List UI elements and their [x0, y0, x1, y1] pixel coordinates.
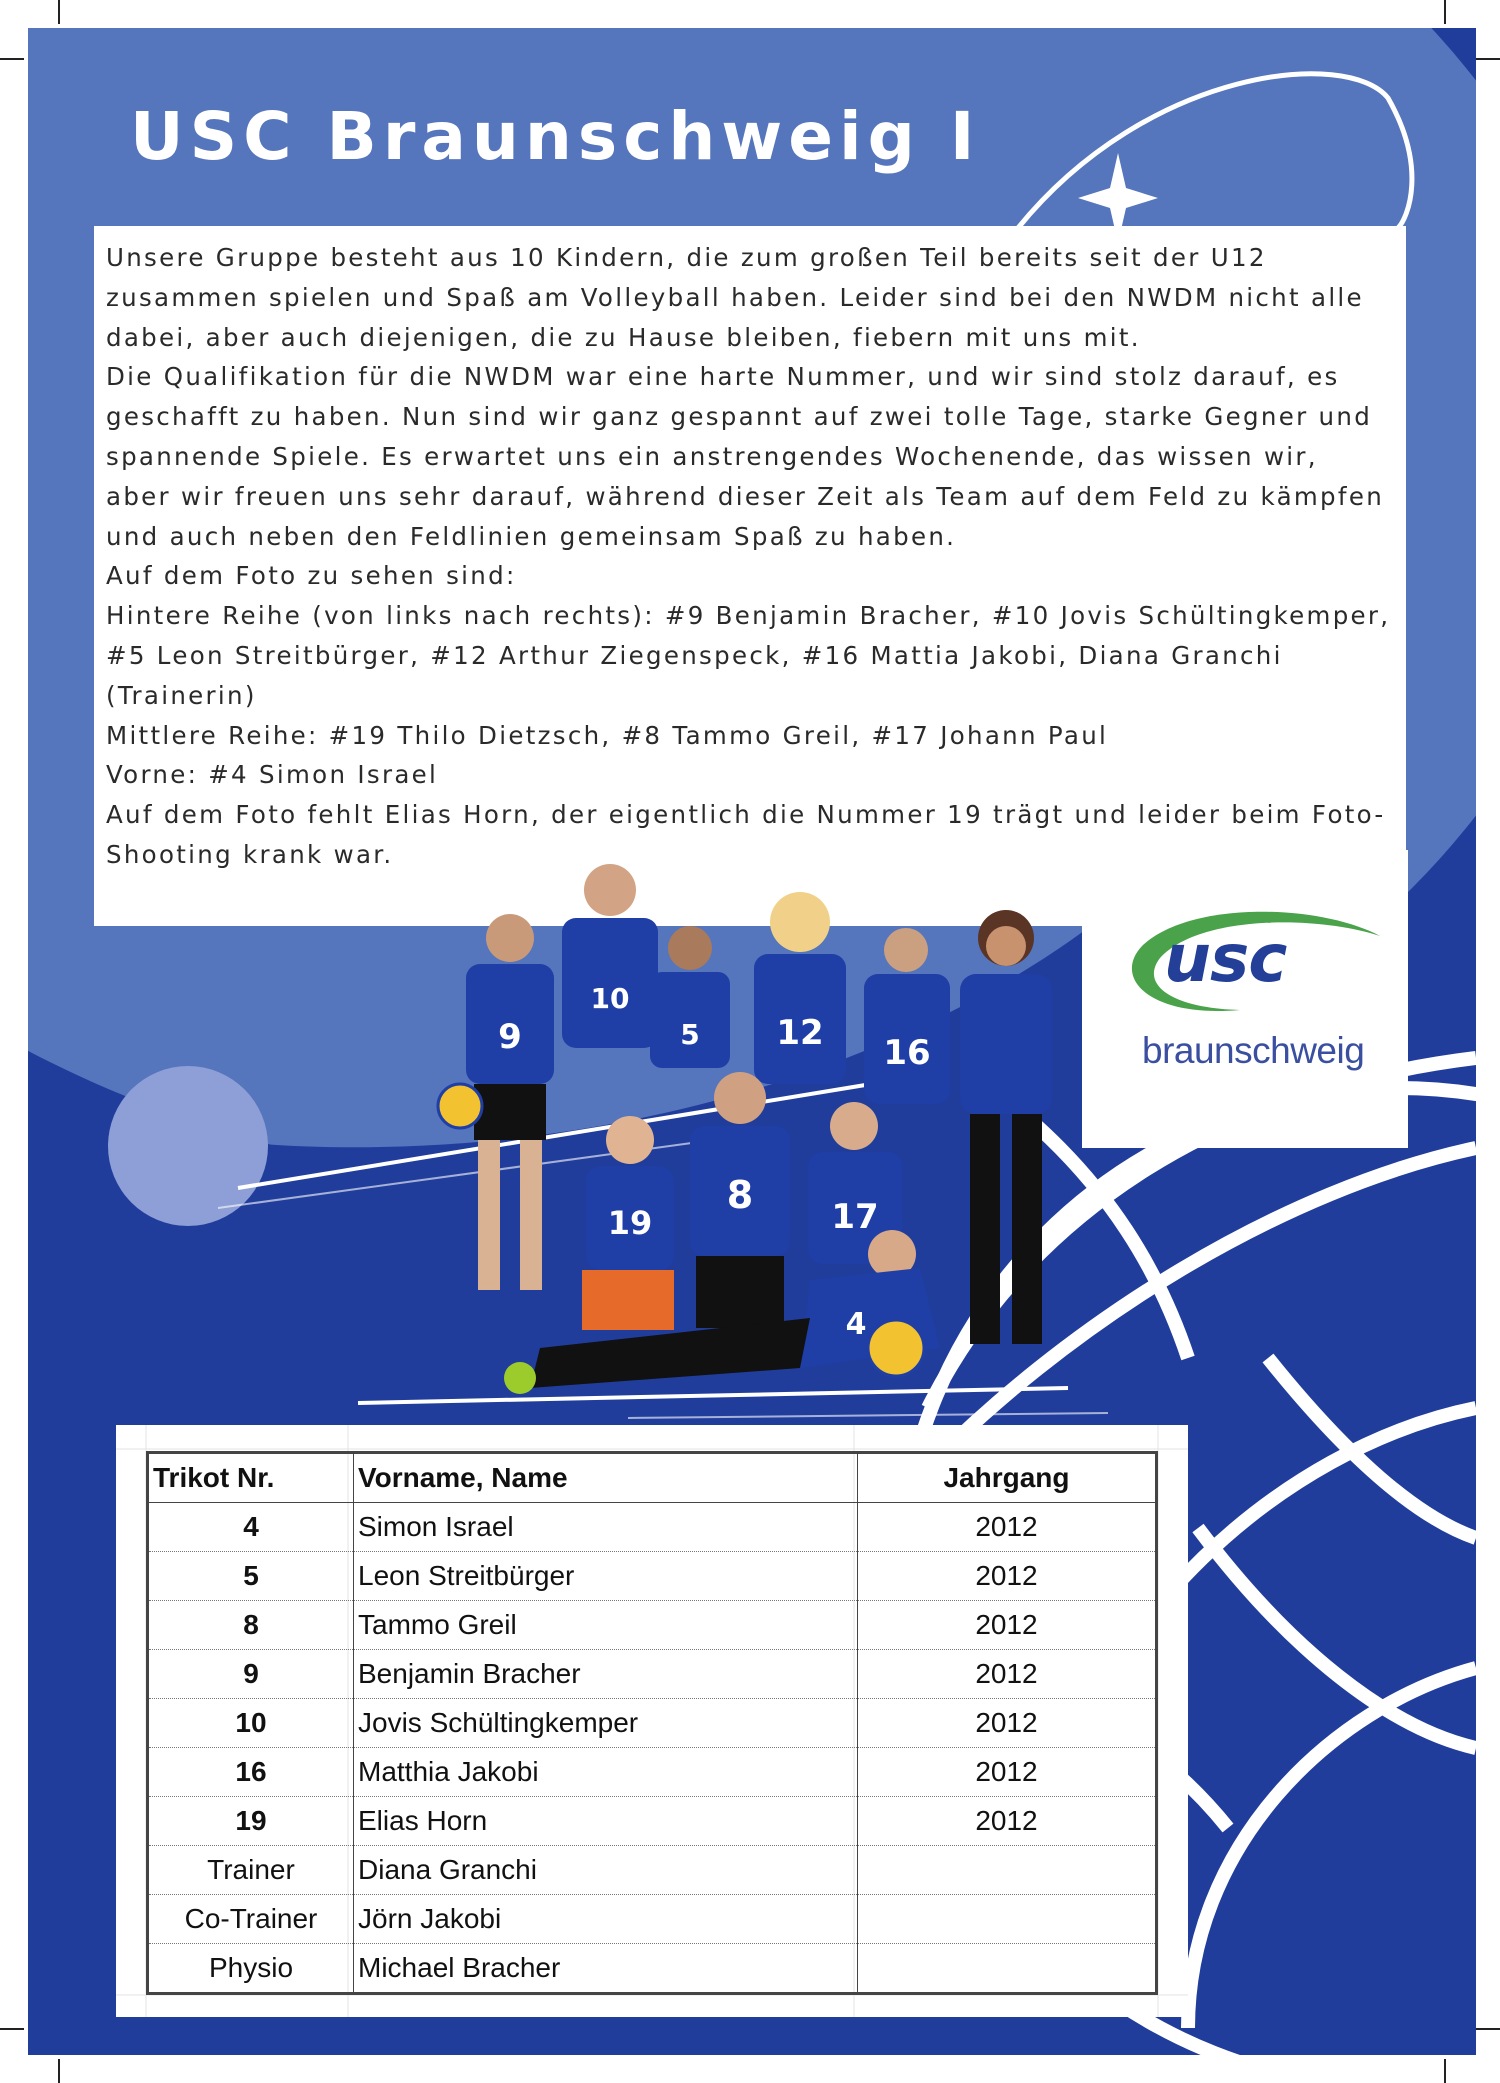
logo-city-text: braunschweig	[1142, 1030, 1365, 1071]
page-title: USC Braunschweig I	[130, 98, 981, 175]
crop-mark	[58, 0, 60, 24]
crop-mark	[1444, 2059, 1446, 2083]
table-row	[148, 1503, 1157, 1552]
intro-paragraph: Mittlere Reihe: #19 Thilo Dietzsch, #8 Tammo Greil, #17 Johann Paul	[106, 720, 1109, 750]
cell-year: 2012	[858, 1748, 1157, 1797]
table-row	[148, 1552, 1157, 1601]
crop-mark	[1444, 0, 1446, 24]
jersey-number: 9	[498, 1017, 522, 1057]
player-figure	[438, 914, 554, 1290]
crop-mark	[58, 2059, 60, 2083]
cell-name: Elias Horn	[354, 1797, 858, 1846]
intro-text-box	[94, 226, 1406, 926]
jersey-number: 8	[726, 1173, 754, 1217]
table-row	[148, 1601, 1157, 1650]
cell-year: 2012	[858, 1797, 1157, 1846]
coach-figure	[960, 910, 1052, 1344]
player-figure	[864, 928, 950, 1104]
player-figure	[650, 926, 730, 1068]
cell-year	[858, 1895, 1157, 1944]
jersey-number: 5	[680, 1018, 700, 1051]
cell-number: 4	[148, 1503, 354, 1552]
jersey-number: 16	[883, 1033, 931, 1073]
intro-paragraph: Unsere Gruppe besteht aus 10 Kindern, die zum großen Teil bereits seit der U12 zusammen spielen und Spaß am Volleyball haben. Leider sind bei den NWDM nicht alle dabei, aber auch diejenigen, die zu Hause bleiben, fiebern mit uns mit.	[106, 243, 1364, 352]
logo-brand-text: usc	[1164, 920, 1287, 997]
header-number: Trikot Nr.	[148, 1453, 354, 1503]
player-figure	[562, 864, 658, 1048]
intro-paragraph: Vorne: #4 Simon Israel	[106, 760, 439, 790]
cell-year: 2012	[858, 1650, 1157, 1699]
jersey-number: 12	[776, 1013, 824, 1053]
table-row	[148, 1748, 1157, 1797]
header-name: Vorname, Name	[354, 1453, 858, 1503]
club-logo-card	[1082, 850, 1408, 1148]
cell-number: 9	[148, 1650, 354, 1699]
table-row	[148, 1944, 1157, 1994]
cell-name: Benjamin Bracher	[354, 1650, 858, 1699]
cell-role: Trainer	[148, 1846, 354, 1895]
table-row	[148, 1650, 1157, 1699]
table-row	[148, 1846, 1157, 1895]
cell-year: 2012	[858, 1699, 1157, 1748]
player-figure	[690, 1072, 790, 1328]
cell-name: Matthia Jakobi	[354, 1748, 858, 1797]
intro-paragraph: Die Qualifikation für die NWDM war eine harte Nummer, und wir sind stolz darauf, es geschafft zu haben. Nun sind wir ganz gespannt auf zwei tolle Tage, starke Gegner und spannende Spiele. Es erwartet uns ein anstrengendes Wochenende, das wissen wir, aber wir freuen uns sehr darauf, während dieser Zeit als Team auf dem Feld zu kämpfen und auch neben den Feldlinien gemeinsam Spaß zu haben.	[106, 362, 1385, 551]
cell-name: Diana Granchi	[354, 1846, 858, 1895]
jersey-number: 4	[845, 1307, 867, 1342]
cell-name: Jörn Jakobi	[354, 1895, 858, 1944]
cell-year	[858, 1944, 1157, 1994]
roster-table	[146, 1451, 1158, 1995]
cell-number: 19	[148, 1797, 354, 1846]
cell-year: 2012	[858, 1503, 1157, 1552]
table-header-row	[148, 1453, 1157, 1503]
jersey-number: 19	[607, 1204, 653, 1242]
crop-mark	[1476, 2028, 1500, 2030]
cell-year: 2012	[858, 1601, 1157, 1650]
crop-mark	[0, 2028, 24, 2030]
cell-name: Tammo Greil	[354, 1601, 858, 1650]
crop-mark	[1476, 58, 1500, 60]
roster-panel	[116, 1425, 1188, 2017]
header-year: Jahrgang	[858, 1453, 1157, 1503]
intro-paragraph: Auf dem Foto zu sehen sind:	[106, 561, 517, 591]
cell-year	[858, 1846, 1157, 1895]
cell-number: 16	[148, 1748, 354, 1797]
table-row	[148, 1797, 1157, 1846]
intro-paragraph: Auf dem Foto fehlt Elias Horn, der eigentlich die Nummer 19 trägt und leider beim Foto-Shooting krank war.	[106, 800, 1386, 869]
cell-number: 10	[148, 1699, 354, 1748]
decorative-circle	[108, 1066, 268, 1226]
table-row	[148, 1895, 1157, 1944]
player-figure	[582, 1116, 674, 1330]
cell-name: Jovis Schültingkemper	[354, 1699, 858, 1748]
cell-role: Co-Trainer	[148, 1895, 354, 1944]
jersey-number: 17	[831, 1197, 879, 1237]
cell-year: 2012	[858, 1552, 1157, 1601]
jersey-number: 10	[590, 982, 630, 1015]
cell-name: Simon Israel	[354, 1503, 858, 1552]
player-figure	[754, 892, 846, 1084]
crop-mark	[0, 58, 24, 60]
cell-role: Physio	[148, 1944, 354, 1994]
table-row	[148, 1699, 1157, 1748]
intro-paragraph: Hintere Reihe (von links nach rechts): #9 Benjamin Bracher, #10 Jovis Schültingkemper, #5 Leon Streitbürger, #12 Arthur Ziegenspeck, #16 Mattia Jakobi, Diana Granchi (Trainerin)	[106, 601, 1391, 710]
team-photo	[420, 848, 1060, 1408]
cell-number: 8	[148, 1601, 354, 1650]
cell-number: 5	[148, 1552, 354, 1601]
cell-name: Michael Bracher	[354, 1944, 858, 1994]
poster-page	[28, 28, 1476, 2055]
cell-name: Leon Streitbürger	[354, 1552, 858, 1601]
